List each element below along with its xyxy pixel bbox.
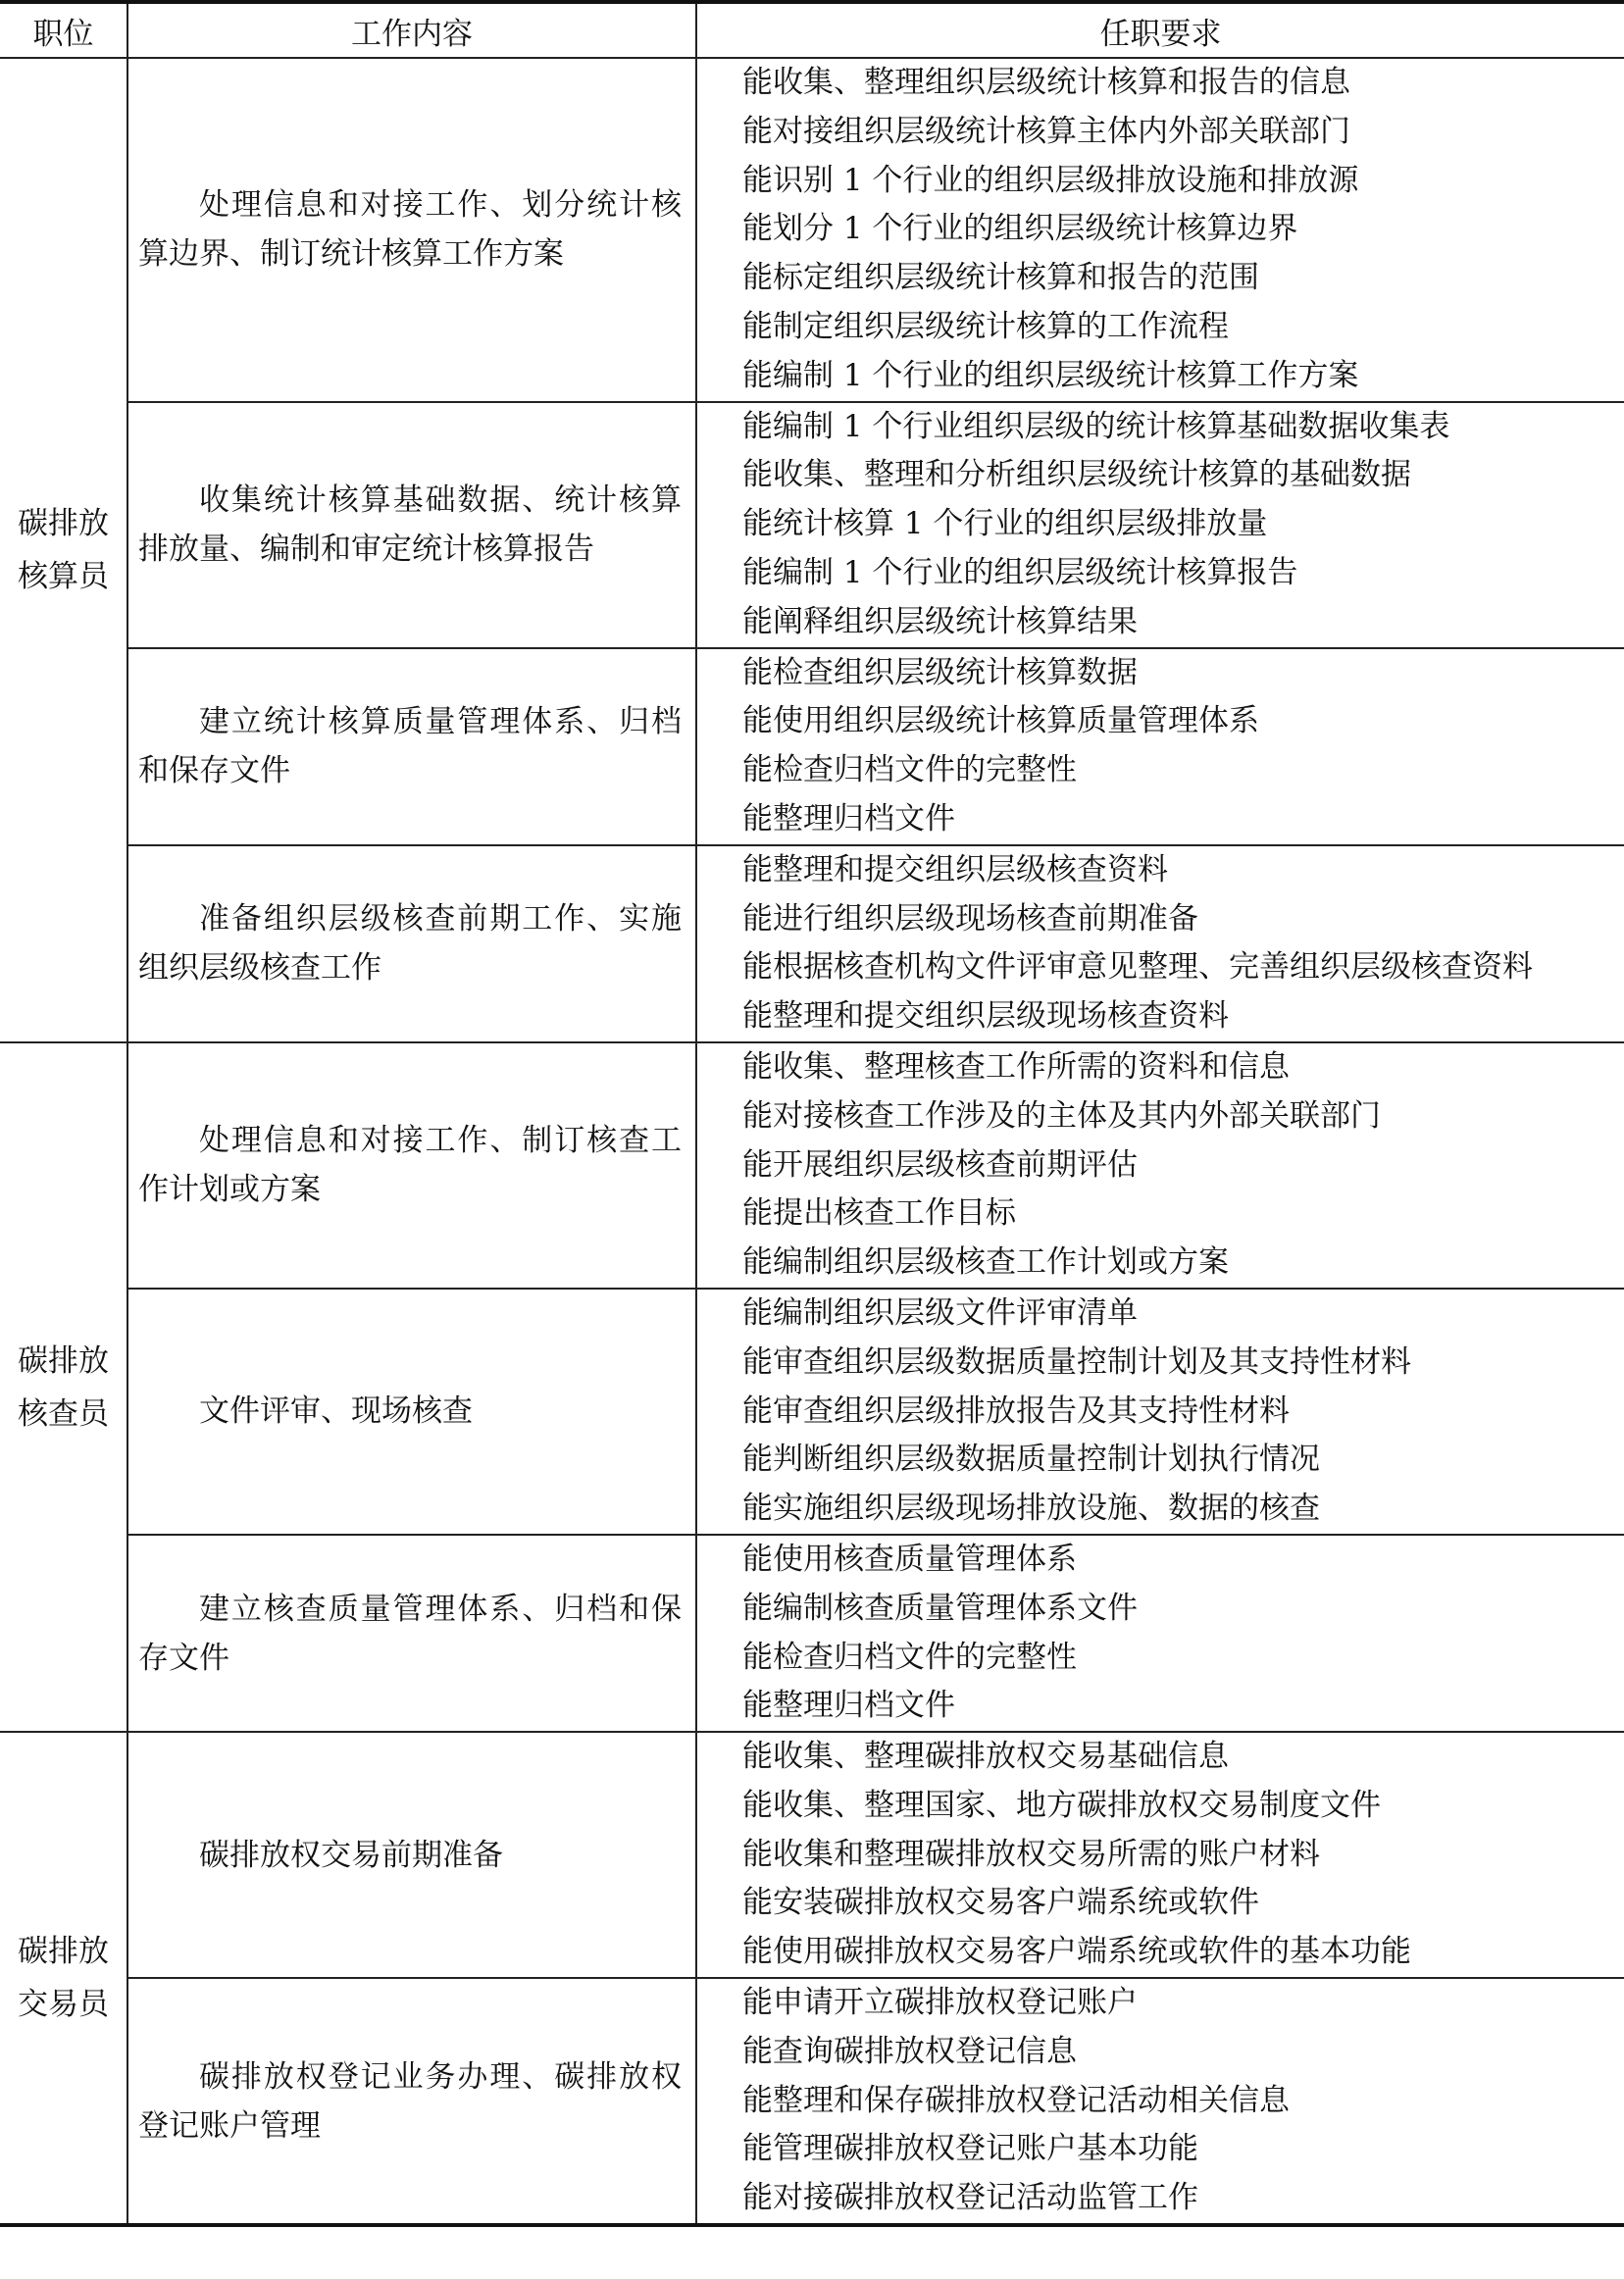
requirement-item: 能编制组织层级核查工作计划或方案: [742, 1244, 1229, 1281]
requirements-cell: [696, 402, 1624, 648]
requirement-item: 能收集、整理组织层级统计核算和报告的信息: [742, 65, 1350, 100]
work-content-cell: 建立统计核算质量管理体系、归档和保存文件: [127, 648, 696, 845]
header-content: 工作内容: [127, 2, 696, 58]
requirement-item: 能开展组织层级核查前期评估: [742, 1146, 1138, 1183]
requirements-cell: [696, 845, 1624, 1042]
position-cell: [0, 1732, 127, 2225]
requirement-item: 能识别 1 个行业的组织层级排放设施和排放源: [742, 162, 1359, 198]
requirement-item: 能编制 1 个行业的组织层级统计核算报告: [742, 554, 1298, 590]
requirements-cell: [696, 58, 1624, 402]
work-content-cell: 建立核查质量管理体系、归档和保存文件: [127, 1535, 696, 1732]
requirement-item: 能进行组织层级现场核查前期准备: [742, 900, 1198, 937]
work-content-cell: 文件评审、现场核查: [127, 1289, 696, 1535]
requirement-item: 能编制 1 个行业的组织层级统计核算工作方案: [742, 357, 1359, 393]
requirement-item: 能标定组织层级统计核算和报告的范围: [742, 260, 1259, 296]
table-body: [0, 58, 1624, 2225]
requirement-item: 能查询碳排放权登记信息: [742, 2033, 1077, 2069]
requirement-item: 能收集、整理国家、地方碳排放权交易制度文件: [742, 1787, 1381, 1823]
position-line: 交易员: [18, 1987, 109, 2023]
requirement-item: 能安装碳排放权交易客户端系统或软件: [742, 1885, 1259, 1921]
requirement-item: 能整理归档文件: [742, 800, 955, 836]
position-line: 碳排放: [18, 1342, 109, 1379]
requirement-item: 能整理和提交组织层级现场核查资料: [742, 998, 1229, 1035]
requirements-cell: [696, 1535, 1624, 1732]
requirement-item: 能收集、整理和分析组织层级统计核算的基础数据: [742, 457, 1411, 493]
requirement-item: 能申请开立碳排放权登记账户: [742, 1985, 1138, 2021]
position-cell: [0, 58, 127, 1042]
requirement-item: 能使用核查质量管理体系: [742, 1541, 1077, 1577]
requirement-item: 能审查组织层级数据质量控制计划及其支持性材料: [742, 1343, 1411, 1380]
requirement-item: 能统计核算 1 个行业的组织层级排放量: [742, 506, 1268, 542]
work-content-cell: 处理信息和对接工作、制订核查工作计划或方案: [127, 1042, 696, 1289]
table-row: [0, 1978, 1624, 2225]
position-line: 碳排放: [18, 505, 109, 541]
header-position: 职位: [0, 2, 127, 58]
requirement-item: 能整理归档文件: [742, 1688, 955, 1724]
requirement-item: 能收集和整理碳排放权交易所需的账户材料: [742, 1836, 1320, 1872]
requirement-item: 能检查归档文件的完整性: [742, 1639, 1077, 1675]
requirement-item: 能收集、整理核查工作所需的资料和信息: [742, 1048, 1290, 1085]
header-requirement: 任职要求: [696, 2, 1624, 58]
position-line: 核算员: [18, 558, 109, 594]
requirement-item: 能审查组织层级排放报告及其支持性材料: [742, 1393, 1290, 1429]
work-content-cell: 处理信息和对接工作、划分统计核算边界、制订统计核算工作方案: [127, 58, 696, 402]
requirement-item: 能判断组织层级数据质量控制计划执行情况: [742, 1442, 1320, 1478]
requirement-item: 能收集、整理碳排放权交易基础信息: [742, 1739, 1229, 1775]
requirements-cell: [696, 1978, 1624, 2225]
work-content-cell: 收集统计核算基础数据、统计核算排放量、编制和审定统计核算报告: [127, 402, 696, 648]
requirements-cell: [696, 1042, 1624, 1289]
requirement-item: 能编制 1 个行业组织层级的统计核算基础数据收集表: [742, 408, 1450, 444]
position-line: 碳排放: [18, 1934, 109, 1970]
table-row: [0, 648, 1624, 845]
requirement-item: 能对接核查工作涉及的主体及其内外部关联部门: [742, 1097, 1381, 1134]
requirement-item: 能对接碳排放权登记活动监管工作: [742, 2180, 1198, 2216]
requirement-item: 能整理和提交组织层级核查资料: [742, 851, 1168, 887]
table-row: [0, 1535, 1624, 1732]
work-content-cell: 碳排放权交易前期准备: [127, 1732, 696, 1978]
table-row: [0, 1289, 1624, 1535]
requirement-item: 能实施组织层级现场排放设施、数据的核查: [742, 1491, 1320, 1527]
table-row: [0, 1042, 1624, 1289]
position-line: 核查员: [18, 1395, 109, 1432]
requirement-item: 能对接组织层级统计核算主体内外部关联部门: [742, 113, 1350, 149]
requirement-item: 能编制组织层级文件评审清单: [742, 1294, 1138, 1331]
requirement-item: 能使用组织层级统计核算质量管理体系: [742, 703, 1259, 739]
requirement-item: 能整理和保存碳排放权登记活动相关信息: [742, 2082, 1290, 2118]
table-row: [0, 1732, 1624, 1978]
requirement-item: 能划分 1 个行业的组织层级统计核算边界: [742, 211, 1298, 247]
table-row: [0, 845, 1624, 1042]
requirement-item: 能检查归档文件的完整性: [742, 752, 1077, 788]
work-content-cell: 准备组织层级核查前期工作、实施组织层级核查工作: [127, 845, 696, 1042]
table-row: [0, 58, 1624, 402]
requirements-cell: [696, 648, 1624, 845]
requirement-item: 能根据核查机构文件评审意见整理、完善组织层级核查资料: [742, 949, 1533, 986]
requirement-item: 能管理碳排放权登记账户基本功能: [742, 2131, 1198, 2167]
position-cell: [0, 1042, 127, 1732]
table-row: [0, 402, 1624, 648]
requirement-item: 能编制核查质量管理体系文件: [742, 1590, 1138, 1626]
requirement-item: 能提出核查工作目标: [742, 1195, 1016, 1232]
requirement-item: 能检查组织层级统计核算数据: [742, 654, 1138, 690]
requirement-item: 能使用碳排放权交易客户端系统或软件的基本功能: [742, 1934, 1411, 1970]
requirement-item: 能阐释组织层级统计核算结果: [742, 603, 1138, 639]
requirements-cell: [696, 1732, 1624, 1978]
header-row: [0, 2, 1624, 58]
requirements-cell: [696, 1289, 1624, 1535]
work-content-cell: 碳排放权登记业务办理、碳排放权登记账户管理: [127, 1978, 696, 2225]
requirement-item: 能制定组织层级统计核算的工作流程: [742, 308, 1229, 344]
